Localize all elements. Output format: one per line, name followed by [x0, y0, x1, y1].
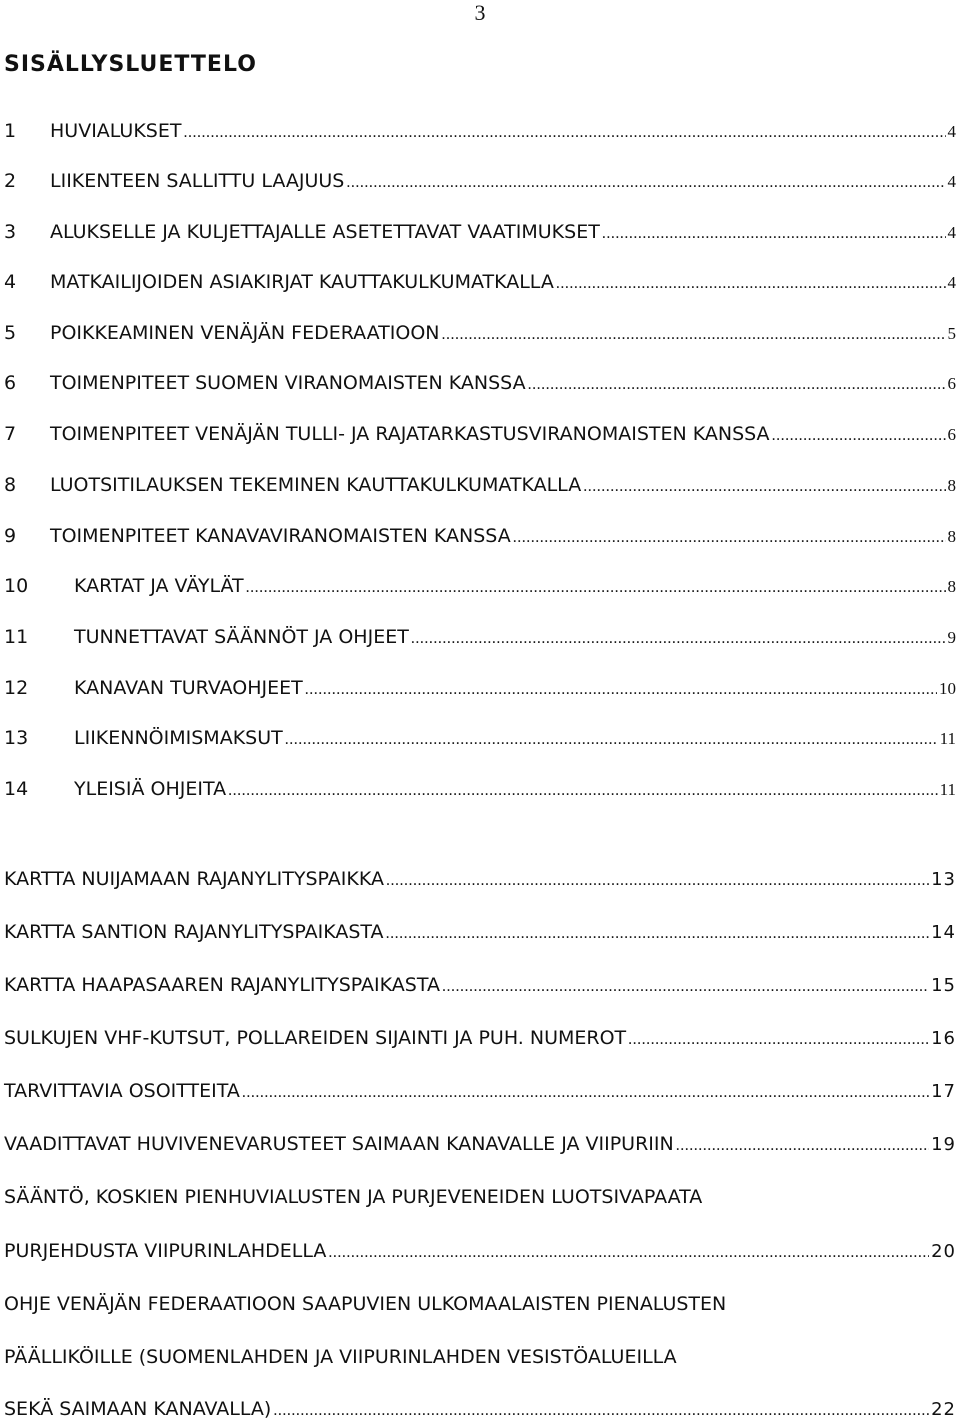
toc-entry[interactable] [4, 727, 956, 757]
entry-number: 5 [4, 322, 17, 344]
dot-leader [386, 872, 929, 890]
dot-leader [676, 1137, 929, 1155]
toc-entry[interactable] [4, 677, 956, 707]
toc-entry[interactable] [4, 221, 956, 251]
dot-leader [285, 731, 938, 749]
entry-title: TOIMENPITEET KANAVAVIRANOMAISTEN KANSSA [50, 525, 511, 547]
entry-title: ALUKSELLE JA KULJETTAJALLE ASETETTAVAT VAATIMUKSET [50, 221, 600, 243]
appendix-title-line: PÄÄLLIKÖILLE (SUOMENLAHDEN JA VIIPURINLAHDEN VESISTÖALUEILLA [4, 1346, 677, 1368]
appendix-entry[interactable] [4, 921, 956, 951]
page-number: 3 [474, 0, 486, 25]
entry-page: 10 [939, 679, 956, 698]
entry-number: 13 [4, 727, 29, 749]
appendix-page: 16 [931, 1028, 956, 1049]
appendix-page: 19 [931, 1134, 956, 1155]
appendix-page: 17 [931, 1081, 956, 1102]
dot-leader [528, 376, 946, 394]
entry-number: 2 [4, 170, 17, 192]
entry-number: 8 [4, 474, 17, 496]
toc-entry[interactable] [4, 170, 956, 200]
appendix-title: SULKUJEN VHF-KUTSUT, POLLAREIDEN SIJAINTI JA PUH. NUMEROT [4, 1027, 627, 1049]
entry-number: 4 [4, 271, 17, 293]
entry-number: 14 [4, 778, 29, 800]
entry-title: KARTAT JA VÄYLÄT [74, 575, 244, 597]
entry-page: 11 [939, 729, 956, 748]
toc-entry[interactable] [4, 271, 956, 301]
appendix-entry[interactable] [4, 1027, 956, 1057]
appendix-page: 13 [931, 869, 956, 890]
entry-page: 8 [947, 476, 956, 495]
entry-page: 9 [947, 628, 956, 647]
entry-title: HUVIALUKSET [50, 120, 182, 142]
entry-number: 10 [4, 575, 29, 597]
entry-number: 9 [4, 525, 17, 547]
entry-number: 6 [4, 372, 17, 394]
toc-entry[interactable] [4, 120, 956, 150]
dot-leader [328, 1244, 929, 1262]
entry-number: 12 [4, 677, 29, 699]
appendix-title-line: SÄÄNTÖ, KOSKIEN PIENHUVIALUSTEN JA PURJEVENEIDEN LUOTSIVAPAATA [4, 1186, 703, 1208]
dot-leader [442, 326, 946, 344]
dot-leader [273, 1402, 929, 1420]
dot-leader [386, 925, 930, 943]
appendix-page: 20 [931, 1241, 956, 1262]
toc-entry[interactable] [4, 626, 956, 656]
entry-page: 8 [947, 577, 956, 596]
entry-page: 4 [947, 273, 956, 292]
dot-leader [246, 579, 946, 597]
toc-entry[interactable] [4, 372, 956, 402]
entry-number: 7 [4, 423, 17, 445]
toc-entry[interactable] [4, 423, 956, 453]
entry-page: 8 [947, 527, 956, 546]
dot-leader [628, 1031, 929, 1049]
appendix-title: KARTTA SANTION RAJANYLITYSPAIKASTA [4, 921, 384, 943]
entry-title: YLEISIÄ OHJEITA [74, 778, 227, 800]
entry-number: 3 [4, 221, 17, 243]
entry-title: TOIMENPITEET SUOMEN VIRANOMAISTEN KANSSA [50, 372, 526, 394]
entry-page: 11 [939, 780, 956, 799]
entry-page: 4 [947, 223, 956, 242]
appendix-entry[interactable] [4, 974, 956, 1004]
appendix-entry[interactable] [4, 868, 956, 898]
entry-title: LIIKENTEEN SALLITTU LAAJUUS [50, 170, 345, 192]
appendix-entry[interactable] [4, 1398, 956, 1428]
appendix-title-line: OHJE VENÄJÄN FEDERAATIOON SAAPUVIEN ULKOMAALAISTEN PIENALUSTEN [4, 1293, 727, 1315]
dot-leader [305, 681, 937, 699]
appendix-page: 14 [931, 922, 956, 943]
appendix-title: PURJEHDUSTA VIIPURINLAHDELLA [4, 1240, 327, 1262]
toc-entry[interactable] [4, 778, 956, 808]
appendix-page: 22 [931, 1399, 956, 1420]
entry-number: 11 [4, 626, 29, 648]
appendix-entry[interactable] [4, 1080, 956, 1110]
dot-leader [556, 275, 946, 293]
entry-title: KANAVAN TURVAOHJEET [74, 677, 303, 699]
entry-page: 4 [947, 122, 956, 141]
appendix-title: KARTTA NUIJAMAAN RAJANYLITYSPAIKKA [4, 868, 384, 890]
dot-leader [513, 529, 946, 547]
entry-title: MATKAILIJOIDEN ASIAKIRJAT KAUTTAKULKUMATKALLA [50, 271, 554, 293]
dot-leader [772, 427, 946, 445]
entry-page: 4 [947, 172, 956, 191]
toc-entry[interactable] [4, 575, 956, 605]
dot-leader [442, 978, 929, 996]
entry-page: 6 [947, 425, 956, 444]
toc-entry[interactable] [4, 525, 956, 555]
entry-title: LIIKENNÖIMISMAKSUT [74, 727, 283, 749]
dot-leader [242, 1084, 929, 1102]
entry-title: TUNNETTAVAT SÄÄNNÖT JA OHJEET [74, 626, 409, 648]
dot-leader [602, 225, 946, 243]
appendix-title: VAADITTAVAT HUVIVENEVARUSTEET SAIMAAN KANAVALLE JA VIIPURIIN [4, 1133, 674, 1155]
dot-leader [183, 124, 945, 142]
toc-entry[interactable] [4, 474, 956, 504]
appendix-title: SEKÄ SAIMAAN KANAVALLA) [4, 1398, 272, 1420]
appendix-title: TARVITTAVIA OSOITTEITA [4, 1080, 240, 1102]
appendix-entry[interactable] [4, 1240, 956, 1270]
appendix-page: 15 [931, 975, 956, 996]
dot-leader [583, 478, 945, 496]
entry-title: TOIMENPITEET VENÄJÄN TULLI- JA RAJATARKASTUSVIRANOMAISTEN KANSSA [50, 423, 770, 445]
entry-page: 6 [947, 374, 956, 393]
dot-leader [346, 174, 945, 192]
dot-leader [411, 630, 946, 648]
appendix-entry[interactable] [4, 1133, 956, 1163]
dot-leader [228, 782, 938, 800]
entry-title: POIKKEAMINEN VENÄJÄN FEDERAATIOON [50, 322, 440, 344]
entry-number: 1 [4, 120, 17, 142]
entry-title: LUOTSITILAUKSEN TEKEMINEN KAUTTAKULKUMATKALLA [50, 474, 582, 496]
entry-page: 5 [947, 324, 956, 343]
toc-entry[interactable] [4, 322, 956, 352]
appendix-title: KARTTA HAAPASAAREN RAJANYLITYSPAIKASTA [4, 974, 440, 996]
toc-title: SISÄLLYSLUETTELO [4, 52, 257, 77]
